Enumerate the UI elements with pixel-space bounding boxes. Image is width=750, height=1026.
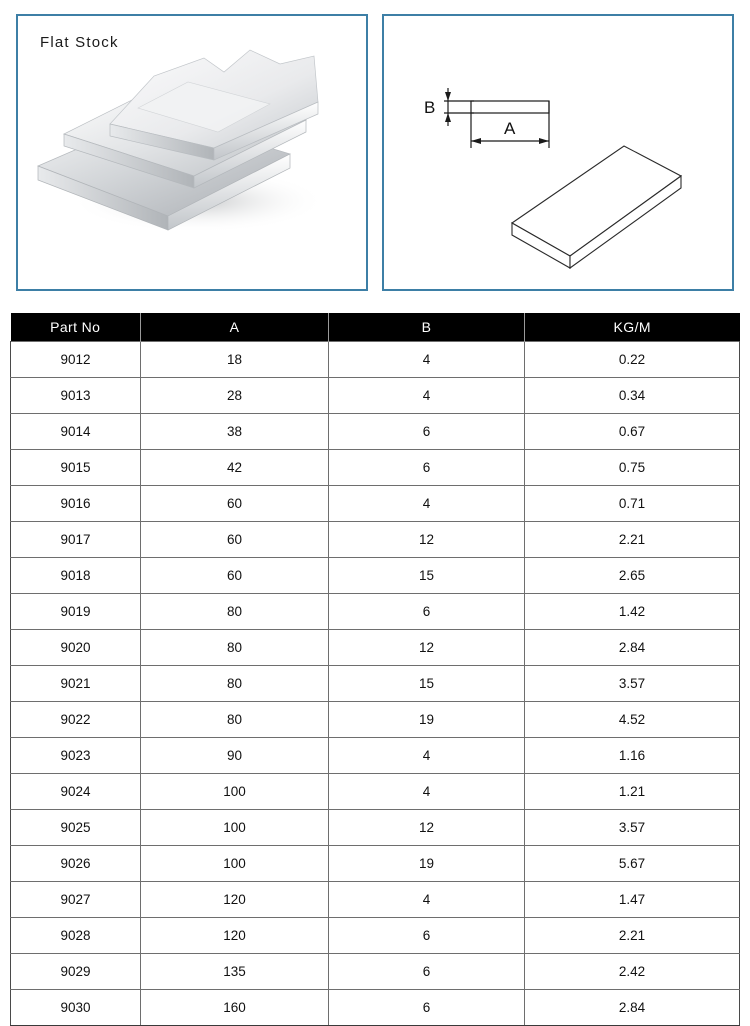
cell-kg-m: 3.57	[525, 666, 740, 702]
table-row	[11, 810, 740, 846]
cell-b: 6	[329, 954, 525, 990]
cell-part-no: 9023	[11, 738, 141, 774]
cell-b: 6	[329, 450, 525, 486]
table-row	[11, 630, 740, 666]
cell-b: 12	[329, 522, 525, 558]
table-row	[11, 738, 740, 774]
panels-row	[0, 0, 750, 300]
cell-part-no: 9024	[11, 774, 141, 810]
table-row	[11, 990, 740, 1026]
isometric-plate	[512, 146, 681, 268]
cell-kg-m: 5.67	[525, 846, 740, 882]
dimension-drawing	[384, 16, 732, 289]
cell-a: 135	[141, 954, 329, 990]
cell-b: 19	[329, 846, 525, 882]
cell-a: 28	[141, 378, 329, 414]
column-header-part-no: Part No	[11, 313, 141, 342]
cell-a: 60	[141, 558, 329, 594]
cell-a: 120	[141, 918, 329, 954]
cell-b: 6	[329, 594, 525, 630]
column-header-kg-m: KG/M	[525, 313, 740, 342]
product-photo-panel	[16, 14, 368, 291]
cell-b: 6	[329, 990, 525, 1026]
cell-kg-m: 2.42	[525, 954, 740, 990]
cell-part-no: 9018	[11, 558, 141, 594]
cell-a: 60	[141, 486, 329, 522]
dimension-label-b: B	[424, 98, 436, 117]
table-body	[11, 342, 740, 1026]
cell-part-no: 9027	[11, 882, 141, 918]
cell-b: 19	[329, 702, 525, 738]
cell-a: 38	[141, 414, 329, 450]
cell-kg-m: 2.21	[525, 918, 740, 954]
dimension-drawing-svg	[384, 16, 732, 289]
table-row	[11, 918, 740, 954]
cell-part-no: 9012	[11, 342, 141, 378]
cell-part-no: 9026	[11, 846, 141, 882]
cell-b: 15	[329, 666, 525, 702]
cell-kg-m: 0.71	[525, 486, 740, 522]
page-title: Flat Stock	[40, 34, 119, 51]
table-row	[11, 954, 740, 990]
cell-part-no: 9030	[11, 990, 141, 1026]
table-row	[11, 846, 740, 882]
cell-kg-m: 2.21	[525, 522, 740, 558]
table-row	[11, 666, 740, 702]
table-row	[11, 522, 740, 558]
table-row	[11, 450, 740, 486]
cell-a: 100	[141, 846, 329, 882]
cell-b: 4	[329, 486, 525, 522]
cell-kg-m: 1.42	[525, 594, 740, 630]
cell-kg-m: 1.16	[525, 738, 740, 774]
cell-b: 4	[329, 342, 525, 378]
cell-b: 12	[329, 630, 525, 666]
cell-kg-m: 0.67	[525, 414, 740, 450]
table-row	[11, 702, 740, 738]
cell-part-no: 9022	[11, 702, 141, 738]
table-header-row	[11, 313, 740, 342]
cell-b: 4	[329, 378, 525, 414]
cell-kg-m: 2.65	[525, 558, 740, 594]
cell-b: 4	[329, 774, 525, 810]
cell-part-no: 9016	[11, 486, 141, 522]
cell-a: 160	[141, 990, 329, 1026]
cell-a: 80	[141, 666, 329, 702]
cell-kg-m: 0.75	[525, 450, 740, 486]
table-row	[11, 486, 740, 522]
cell-kg-m: 0.22	[525, 342, 740, 378]
cell-a: 80	[141, 630, 329, 666]
cell-a: 60	[141, 522, 329, 558]
cell-part-no: 9025	[11, 810, 141, 846]
flat-stock-photo-svg	[18, 16, 366, 289]
flat-stock-photo	[18, 16, 366, 289]
table-row	[11, 594, 740, 630]
table-row	[11, 882, 740, 918]
cell-a: 42	[141, 450, 329, 486]
cell-part-no: 9013	[11, 378, 141, 414]
cell-part-no: 9028	[11, 918, 141, 954]
table-row	[11, 558, 740, 594]
cell-a: 120	[141, 882, 329, 918]
cell-kg-m: 1.47	[525, 882, 740, 918]
cell-a: 80	[141, 702, 329, 738]
table-row	[11, 378, 740, 414]
cell-part-no: 9021	[11, 666, 141, 702]
cell-a: 100	[141, 774, 329, 810]
cell-b: 6	[329, 918, 525, 954]
cell-b: 12	[329, 810, 525, 846]
cell-a: 80	[141, 594, 329, 630]
cell-kg-m: 4.52	[525, 702, 740, 738]
table-row	[11, 414, 740, 450]
cell-a: 100	[141, 810, 329, 846]
cell-part-no: 9017	[11, 522, 141, 558]
column-header-b: B	[329, 313, 525, 342]
cell-part-no: 9020	[11, 630, 141, 666]
cell-b: 15	[329, 558, 525, 594]
cell-a: 18	[141, 342, 329, 378]
cell-kg-m: 0.34	[525, 378, 740, 414]
technical-drawing-panel	[382, 14, 734, 291]
dimension-label-a: A	[504, 119, 516, 138]
cell-part-no: 9015	[11, 450, 141, 486]
cell-part-no: 9019	[11, 594, 141, 630]
cell-kg-m: 2.84	[525, 630, 740, 666]
column-header-a: A	[141, 313, 329, 342]
cell-part-no: 9029	[11, 954, 141, 990]
cell-b: 4	[329, 882, 525, 918]
cell-kg-m: 3.57	[525, 810, 740, 846]
cell-a: 90	[141, 738, 329, 774]
cell-b: 4	[329, 738, 525, 774]
cell-kg-m: 1.21	[525, 774, 740, 810]
cell-kg-m: 2.84	[525, 990, 740, 1026]
specification-table	[10, 313, 740, 1026]
cell-part-no: 9014	[11, 414, 141, 450]
cell-b: 6	[329, 414, 525, 450]
table-row	[11, 774, 740, 810]
table-row	[11, 342, 740, 378]
